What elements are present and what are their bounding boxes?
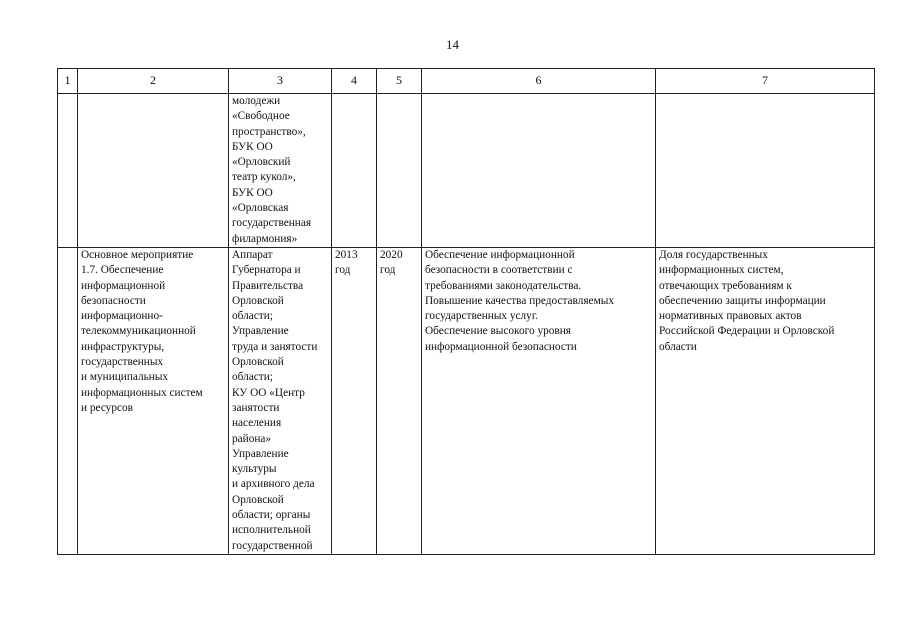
start-year-cell: 2013 год bbox=[332, 247, 377, 554]
executor-cell: молодежи «Свободное пространство», БУК ОО «Орловский театр кукол», БУК ОО «Орловская государственная филармония» bbox=[229, 94, 332, 248]
start-year-cell bbox=[332, 94, 377, 248]
expected-result-cell: Обеспечение информационной безопасности в соответствии с требованиями законодательства. Повышение качества предоставляемых государственных услуг. Обеспечение высокого уровня информационной безопасности bbox=[422, 247, 656, 554]
column-header: 1 bbox=[58, 69, 78, 94]
column-header: 6 bbox=[422, 69, 656, 94]
row-number-cell bbox=[58, 247, 78, 554]
measures-table bbox=[57, 68, 875, 555]
column-header: 4 bbox=[332, 69, 377, 94]
indicator-cell: Доля государственных информационных систем, отвечающих требованиям к обеспечению защиты информации нормативных правовых актов Российской Федерации и Орловской области bbox=[656, 247, 875, 554]
row-number-cell bbox=[58, 94, 78, 248]
column-header: 3 bbox=[229, 69, 332, 94]
measure-name-cell: Основное мероприятие 1.7. Обеспечение информационной безопасности информационно- телекоммуникационной инфраструктуры, государственных и муниципальных информационных систем и ресурсов bbox=[78, 247, 229, 554]
end-year-cell bbox=[377, 94, 422, 248]
expected-result-cell bbox=[422, 94, 656, 248]
measure-name-cell bbox=[78, 94, 229, 248]
executor-cell: Аппарат Губернатора и Правительства Орловской области; Управление труда и занятости Орловской области; КУ ОО «Центр занятости населения района» Управление культуры и архивного дела Орловской области; органы исполнительной государственной bbox=[229, 247, 332, 554]
table-row bbox=[58, 247, 875, 554]
page-number: 14 bbox=[446, 37, 459, 52]
column-header: 7 bbox=[656, 69, 875, 94]
column-header: 5 bbox=[377, 69, 422, 94]
indicator-cell bbox=[656, 94, 875, 248]
table-header-row bbox=[58, 69, 875, 94]
table-row bbox=[58, 94, 875, 248]
column-header: 2 bbox=[78, 69, 229, 94]
end-year-cell: 2020 год bbox=[377, 247, 422, 554]
